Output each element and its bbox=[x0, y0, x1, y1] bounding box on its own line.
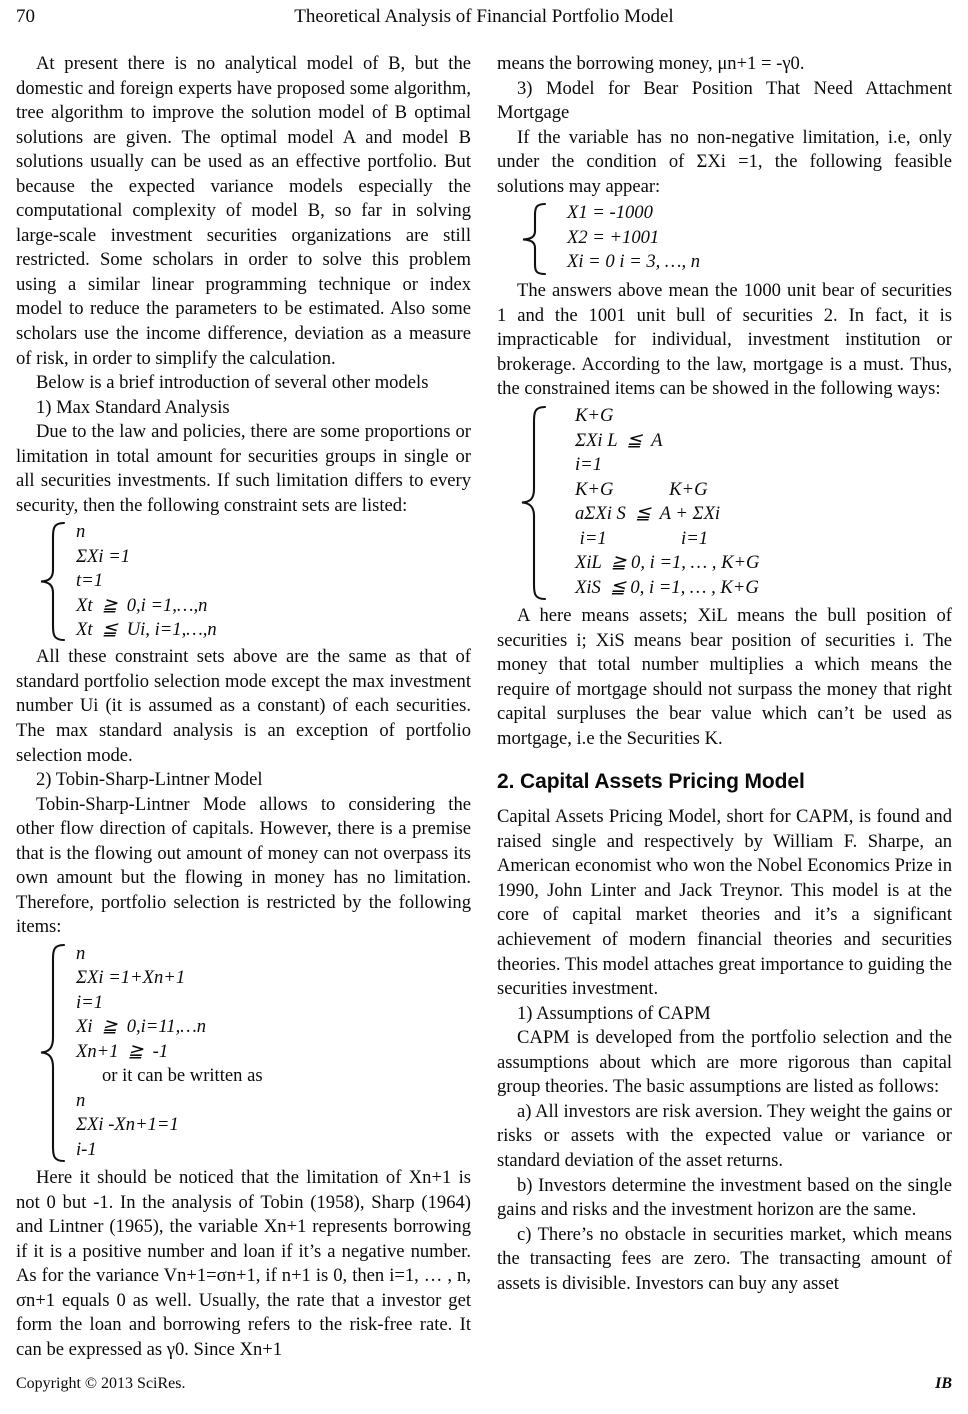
paragraph-left-1: At present there is no analytical model of B, but the domestic and foreign experts have proposed some algorithm, tree algorithm to improve the solution model of B optimal solutions are given. The optimal model A and model B solutions usually can be used as an effective portfolio. But because the expected variance models especially the computational complexity of model B, so far in solving large-scale investment securities organizations are still restricted. Some scholars in order to solve this problem using a similar linear programming technique or index model to reduce the parameters to be estimated. Also some scholars use the income difference, deviation as a measure of risk, in order to simplify the calculation. bbox=[16, 53, 471, 369]
equation-block-left-2 bbox=[16, 942, 471, 1164]
equation-line: n bbox=[76, 521, 86, 543]
left-curly-brace-icon bbox=[515, 201, 549, 277]
section-heading-capital-assets-pricing-model: 2. Capital Assets Pricing Model bbox=[497, 770, 805, 794]
equation-line: Xi = 0 i = 3, …, n bbox=[567, 251, 701, 273]
paragraph-right-4: The answers above mean the 1000 unit bear of securities 1 and the 1001 unit bull of securities 2. In fact, it is impracticable for individual, investment institution or brokerage. According to the law, mortgage is a must. Thus, the constrained items can be showed in the following ways: bbox=[497, 280, 952, 400]
equation-line: n bbox=[76, 942, 86, 964]
left-curly-brace-icon bbox=[515, 404, 549, 602]
paragraph-right-9: a) All investors are risk aversion. They weight the gains or risks or assets with the expected value or variance or standard deviation of the asset returns. bbox=[497, 1100, 952, 1171]
equation-line: ΣXi =1+Xn+1 bbox=[76, 967, 186, 989]
equation-lines bbox=[68, 520, 471, 643]
equation-line: n bbox=[76, 1089, 86, 1111]
equation-lines bbox=[68, 942, 471, 1164]
running-title: Theoretical Analysis of Financial Portfolio Model bbox=[294, 6, 674, 27]
paragraph-right-8: CAPM is developed from the portfolio selection and the assumptions about which are more rigorous than capital group theories. The basic assumptions are listed as follows: bbox=[497, 1027, 952, 1098]
equation-line: Xn+1 ≧ -1 bbox=[76, 1040, 169, 1062]
equation-line: Xt ≦ Ui, i=1,…,n bbox=[76, 619, 217, 641]
paragraph-right-11: c) There’s no obstacle in securities market, which means the transacting fees are zero. The transacting amount of assets is divisible. Investors can buy any asset bbox=[497, 1223, 952, 1294]
equation-block-right-1 bbox=[497, 201, 952, 277]
paragraph-left-2: Below is a brief introduction of several other models bbox=[36, 372, 429, 394]
equation-line: i=1 i=1 bbox=[575, 527, 709, 549]
left-curly-brace-icon bbox=[34, 942, 68, 1164]
equation-line: K+G bbox=[575, 405, 614, 427]
equation-line: X2 = +1001 bbox=[567, 226, 660, 248]
equation-lines bbox=[549, 404, 952, 602]
paragraph-left-8: Here it should be noticed that the limitation of Xn+1 is not 0 but -1. In the analysis of Tobin (1958), Sharp (1964) and Lintner (1965), the variable Xn+1 represents borrowing if it is a positive number and loan if it’s a negative number. As for the variance Vn+1=σn+1, if n+1 is 0, then i=1, … , n, σn+1 equals 0 as well. Usually, the rate that a investor get form the loan and borrowing refers to the risk-free rate. It can be expressed as γ0. Since Xn+1 bbox=[16, 1166, 471, 1360]
equation-lines bbox=[549, 201, 952, 277]
equation-line: i-1 bbox=[76, 1138, 97, 1160]
equation-line: i=1 bbox=[575, 454, 603, 476]
paragraph-right-5: A here means assets; XiL means the bull position of securities i; XiS means bear position of securities i. The money that total number multiplies a which means the require of mortgage should not surpass the money that right capital surpluses the bear value which can’t be used as mortgage, i.e the Securities K. bbox=[497, 605, 952, 749]
paragraph-left-3: 1) Max Standard Analysis bbox=[36, 396, 230, 418]
right-column bbox=[497, 52, 952, 1362]
paragraph-left-5: All these constraint sets above are the same as that of standard portfolio selection mode except the max investment number Ui (it is assumed as a constant) of each securities. The max standard analysis is an exception of portfolio selection mode. bbox=[16, 646, 471, 766]
equation-block-left-1 bbox=[16, 520, 471, 643]
equation-line: ΣXi -Xn+1=1 bbox=[76, 1114, 179, 1136]
equation-line: aΣXi S ≦ A + ΣXi bbox=[575, 503, 721, 525]
paragraph-right-7: 1) Assumptions of CAPM bbox=[517, 1002, 711, 1024]
paragraph-left-7: Tobin-Sharp-Lintner Mode allows to considering the other flow direction of capitals. However, there is a premise that is the flowing out amount of money can not overpass its own amount but the flowing in money has no limitation. Therefore, portfolio selection is restricted by the following items: bbox=[16, 793, 471, 938]
running-head bbox=[16, 6, 952, 32]
equation-line: XiL ≧ 0, i =1, … , K+G bbox=[575, 552, 760, 574]
copyright-notice: Copyright © 2013 SciRes. bbox=[16, 1375, 186, 1392]
left-column bbox=[16, 52, 471, 1362]
page-number: 70 bbox=[16, 6, 35, 27]
equation-line: K+G K+G bbox=[575, 478, 708, 500]
equation-line: Xi ≧ 0,i=11,…n bbox=[76, 1016, 207, 1038]
page-footer bbox=[16, 1374, 952, 1398]
paragraph-right-1: means the borrowing money, μn+1 = -γ0. bbox=[497, 53, 805, 74]
paragraph-left-6: 2) Tobin-Sharp-Lintner Model bbox=[36, 769, 263, 791]
paragraph-right-3: If the variable has no non-negative limitation, i.e, only under the condition of ΣXi =1, the following feasible solutions may appear: bbox=[497, 126, 952, 197]
paragraph-right-6: Capital Assets Pricing Model, short for CAPM, is found and raised single and respectively by William F. Sharpe, an American economist who won the Nobel Economics Prize in 1990, John Linter and Jack Treynor. This model is at the core of capital market theories and it’s a significant achievement of modern financial theories and securities theories. This model attaches great importance to guiding the securities investment. bbox=[497, 806, 952, 1000]
equation-line: t=1 bbox=[76, 570, 104, 592]
journal-abbreviation: IB bbox=[935, 1375, 952, 1392]
paragraph-left-4: Due to the law and policies, there are some proportions or limitation in total amount for securities groups in single or all securities investments. If such limitation differs to every security, then the following constraint sets are listed: bbox=[16, 421, 471, 516]
two-column-body bbox=[16, 52, 952, 1362]
equation-line: ΣXi L ≦ A bbox=[575, 429, 663, 451]
equation-line: or it can be written as bbox=[102, 1065, 263, 1087]
paragraph-right-10: b) Investors determine the investment based on the single gains and risks and the investment horizon are the same. bbox=[497, 1174, 952, 1221]
equation-block-right-2 bbox=[497, 404, 952, 602]
equation-line: X1 = -1000 bbox=[567, 202, 653, 224]
equation-line: ΣXi =1 bbox=[76, 545, 131, 567]
paragraph-right-2: 3) Model for Bear Position That Need Attachment Mortgage bbox=[497, 77, 952, 124]
equation-line: XiS ≦ 0, i =1, … , K+G bbox=[575, 576, 759, 598]
equation-line: Xt ≧ 0,i =1,…,n bbox=[76, 594, 208, 616]
equation-line: i=1 bbox=[76, 991, 104, 1013]
left-curly-brace-icon bbox=[34, 520, 68, 643]
